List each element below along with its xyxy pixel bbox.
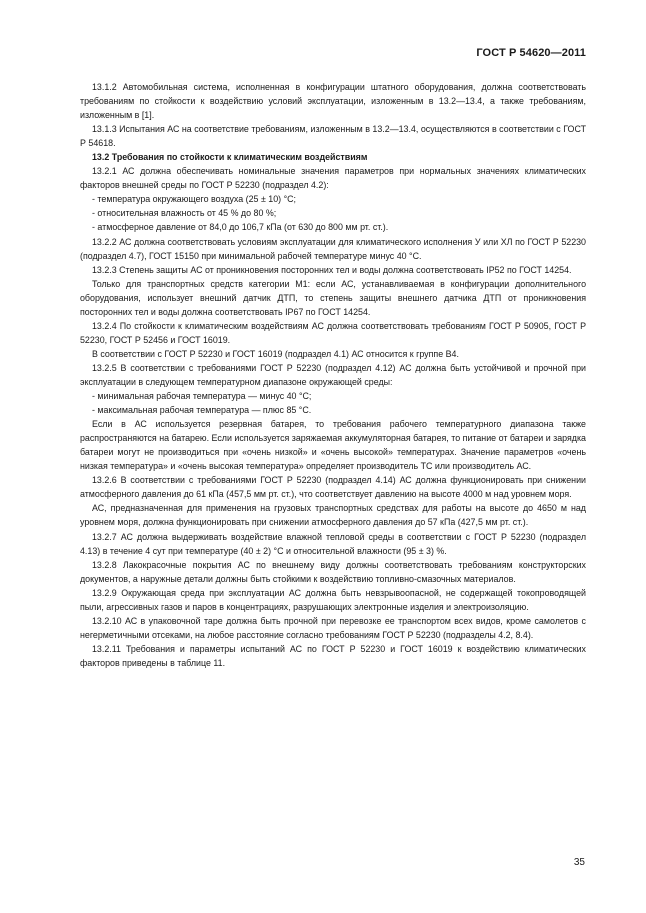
section-heading: 13.2 Требования по стойкости к климатическим воздействиям: [92, 152, 368, 163]
paragraph: 13.2.11 Требования и параметры испытаний АС по ГОСТ Р 52230 и ГОСТ 16019 к воздействию климатических факторов приведены в таблице 11.: [80, 643, 586, 668]
paragraph: - минимальная рабочая температура — минус 40 °С;: [92, 391, 312, 402]
paragraph: Если в АС используется резервная батарея, то требования рабочего температурного диапазона также распространяются на батарею. Если используется заряжаемая аккумуляторная батарея, то питание от батареи и зарядка батареи могут не производиться при «очень низкой» и «очень высокой» температурах. Значение параметров «очень низкая температура» и «очень высокая температура» определяет производитель ТС или производитель АС.: [80, 419, 586, 472]
paragraph: В соответствии с ГОСТ Р 52230 и ГОСТ 16019 (подраздел 4.1) АС относится к группе В4.: [92, 348, 459, 359]
paragraph: 13.1.2 Автомобильная система, исполненная в конфигурации штатного оборудования, должна соответствовать требованиям по стойкости к воздействию условий эксплуатации, изложенным в 13.2—13.4, а также требованиям, изложенным в [1].: [80, 82, 586, 121]
paragraph: - атмосферное давление от 84,0 до 106,7 кПа (от 630 до 800 мм рт. ст.).: [92, 222, 389, 233]
document-body: [80, 80, 586, 670]
page-number: 35: [573, 857, 585, 868]
paragraph: - максимальная рабочая температура — плюс 85 °С.: [92, 405, 312, 416]
paragraph: 13.2.10 АС в упаковочной таре должна быть прочной при перевозке ее транспортом всех видов, кроме самолетов с негерметичными отсеками, на любое расстояние согласно требованиям ГОСТ Р 52230 (подразделы 4.2, 8.4).: [80, 615, 586, 640]
paragraph: Только для транспортных средств категории M1: если АС, устанавливаемая в конфигурации дополнительного оборудования, использует внешний датчик ДТП, то степень защиты внешнего датчика ДТП от проникновения посторонних тел и воды должна соответствовать IP67 по ГОСТ 14254.: [80, 278, 586, 317]
paragraph: АС, предназначенная для применения на грузовых транспортных средствах для работы на высоте до 4650 м над уровнем моря, должна функционировать при снижении атмосферного давления до 57 кПа (427,5 мм рт. ст.).: [80, 503, 586, 528]
paragraph: 13.2.9 Окружающая среда при эксплуатации АС должна быть невзрывоопасной, не содержащей токопроводящей пыли, агрессивных газов и паров в концентрациях, разрушающих электронные изделия и электроизоляцию.: [80, 587, 586, 612]
paragraph: 13.2.5 В соответствии с требованиями ГОСТ Р 52230 (подраздел 4.12) АС должна быть устойчивой и прочной при эксплуатации в следующем температурном диапазоне окружающей среды:: [80, 362, 586, 387]
paragraph: 13.2.8 Лакокрасочные покрытия АС по внешнему виду должны соответствовать требованиям конструкторских документов, а наружные детали должны быть стойкими к воздействию топливно-смазочных материалов.: [80, 559, 586, 584]
paragraph: 13.2.6 В соответствии с требованиями ГОСТ Р 52230 (подраздел 4.14) АС должна функционировать при снижении атмосферного давления до 61 кПа (457,5 мм рт. ст.), что соответствует давлению на высоте 4000 м над уровнем моря.: [80, 475, 586, 500]
document-header: ГОСТ Р 54620—2011: [476, 47, 586, 59]
paragraph: 13.2.1 АС должна обеспечивать номинальные значения параметров при нормальных значениях климатических факторов внешней среды по ГОСТ Р 52230 (подраздел 4.2):: [80, 166, 586, 191]
paragraph: 13.2.7 АС должна выдерживать воздействие влажной тепловой среды в соответствии с ГОСТ Р 52230 (подраздел 4.13) в течение 4 сут при температуре (40 ± 2) °С и относительной влажности (95 ± 3) %.: [80, 531, 586, 556]
paragraph: 13.2.2 АС должна соответствовать условиям эксплуатации для климатического исполнения У или ХЛ по ГОСТ Р 52230 (подраздел 4.7), ГОСТ 15150 при минимальной рабочей температуре минус 40 °С.: [80, 236, 586, 261]
paragraph: 13.2.4 По стойкости к климатическим воздействиям АС должна соответствовать требованиям ГОСТ Р 50905, ГОСТ Р 52230, ГОСТ Р 52456 и ГОСТ 16019.: [80, 320, 586, 345]
paragraph: 13.1.3 Испытания АС на соответствие требованиям, изложенным в 13.2—13.4, осуществляются в соответствии с ГОСТ Р 54618.: [80, 124, 586, 149]
paragraph: - относительная влажность от 45 % до 80 %;: [92, 208, 277, 219]
paragraph: - температура окружающего воздуха (25 ± 10) °С;: [92, 194, 297, 205]
paragraph: 13.2.3 Степень защиты АС от проникновения посторонних тел и воды должна соответствовать IP52 по ГОСТ 14254.: [92, 264, 572, 275]
